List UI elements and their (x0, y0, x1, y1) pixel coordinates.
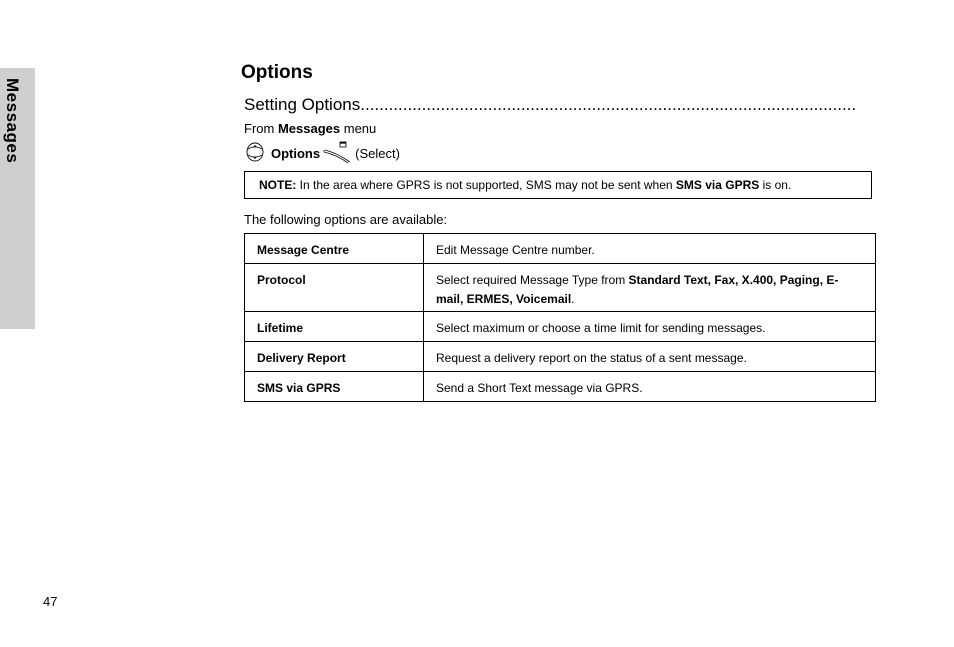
option-description: Request a delivery report on the status of a sent message. (424, 342, 876, 372)
options-intro: The following options are available: (244, 212, 448, 227)
from-prefix: From (244, 121, 275, 136)
page-title: Options (241, 62, 313, 83)
from-menu-line (244, 121, 376, 136)
note-box (244, 171, 872, 199)
option-name: Message Centre (245, 234, 424, 264)
description-suffix: . (571, 292, 575, 306)
note-text-before: In the area where GPRS is not supported, SMS may not be sent when (296, 178, 676, 192)
option-description: Select maximum or choose a time limit for sending messages. (424, 312, 876, 342)
table-row (245, 234, 876, 264)
page-number: 47 (43, 594, 58, 609)
note-highlight: SMS via GPRS (675, 178, 760, 192)
option-name: SMS via GPRS (245, 372, 424, 402)
scroll-key-icon (244, 141, 266, 166)
side-tab-label: Messages (3, 78, 22, 164)
option-name: Protocol (245, 264, 424, 312)
note-text-after: is on. (759, 178, 792, 192)
menu-name: Messages (277, 121, 341, 136)
option-name: Delivery Report (245, 342, 424, 372)
table-row (245, 264, 876, 312)
table-row (245, 342, 876, 372)
option-description: Edit Message Centre number. (424, 234, 876, 264)
select-label: (Select) (355, 145, 400, 161)
table-row (245, 312, 876, 342)
description-bold: Standard Text, Fax, X.400, Paging, E-mail, ERMES, Voicemail (436, 273, 839, 306)
section-heading-text: Setting Options (244, 95, 361, 114)
table-row (245, 372, 876, 402)
option-name: Lifetime (245, 312, 424, 342)
note-label: NOTE: (259, 178, 297, 192)
select-softkey-icon (323, 141, 353, 166)
option-description (424, 264, 876, 312)
navigation-line (244, 141, 400, 165)
options-label: Options (271, 145, 321, 161)
section-heading (244, 95, 880, 115)
options-table (244, 233, 876, 402)
leader-dots: ......................................................................................................... (360, 95, 857, 114)
description-prefix: Select required Message Type from (436, 273, 629, 287)
menu-suffix: menu (343, 121, 377, 136)
option-description: Send a Short Text message via GPRS. (424, 372, 876, 402)
